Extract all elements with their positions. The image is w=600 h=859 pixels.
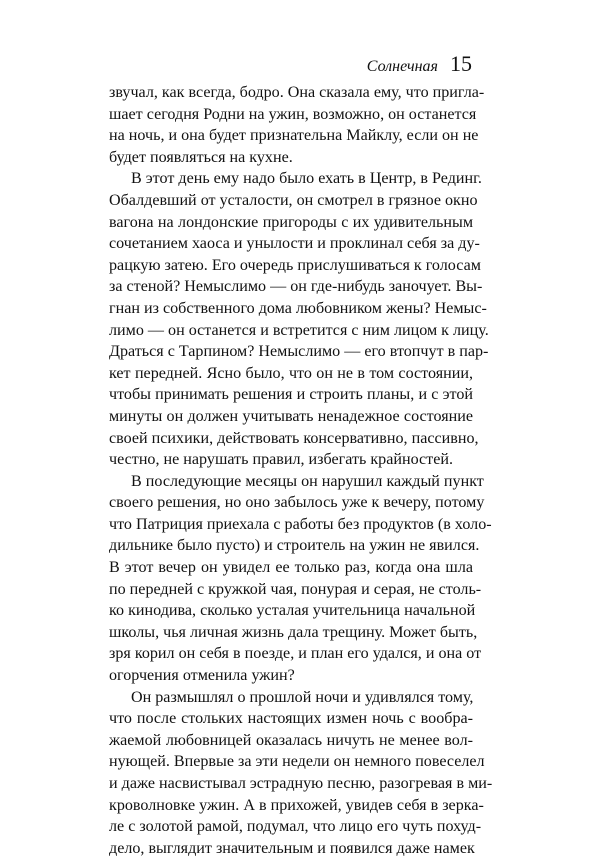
text-line: своей психики, действовать консервативно, пассивно, (109, 429, 479, 447)
text-line: зря корил он себя в поезде, и план его удался, и она от (109, 645, 482, 663)
text-line: Он размышлял о прошлой ночи и удивлялся тому, (131, 688, 474, 706)
text-line: честно, не нарушать правил, избегать крайностей. (109, 451, 453, 469)
text-line: кроволновке ужин. А в прихожей, увидев себя в зерка- (109, 796, 484, 814)
text-line: лимо — он останется и встретится с ним лицом к лицу. (109, 321, 489, 339)
text-line: ко кинодива, сколько усталая учительница начальной (109, 602, 476, 620)
text-line: своего решения, но оно забылось уже к вечеру, потому (109, 494, 485, 512)
text-line: жаемой любовницей оказалась ничуть не менее вол- (109, 731, 473, 749)
text-line: за стеной? Немыслимо — он где-нибудь заночует. Вы- (109, 278, 483, 296)
text-line: что Патриция приехала с работы без продуктов (в холо- (109, 515, 492, 533)
text-line: будет появляться на кухне. (109, 148, 293, 166)
text-line: школы, чья личная жизнь дала трещину. Может быть, (109, 623, 478, 641)
text-line: гнан из собственного дома любовником жены? Немыс- (109, 299, 487, 317)
text-line: дело, выглядит значительным и появился даже намек (109, 839, 475, 857)
text-line: дильнике было пусто) и строитель на ужин не явился. (109, 537, 480, 555)
text-line: звучал, как всегда, бодро. Она сказала ему, что пригла- (109, 84, 485, 101)
paragraph-4 (109, 687, 493, 859)
paragraph-1 (109, 82, 485, 168)
text-line: ле с золотой рамой, подумал, что лицо его чуть похуд- (109, 818, 482, 836)
text-line: огорчения отменила ужин? (109, 667, 295, 685)
running-header (367, 51, 472, 77)
text-line: В последующие месяцы он нарушил каждый пункт (131, 472, 484, 490)
text-line: что после стольких настоящих измен ночь с вообра- (109, 710, 473, 728)
text-line: В этот день ему надо было ехать в Центр, в Рединг. (131, 170, 482, 188)
running-title: Солнечная (366, 58, 438, 75)
text-line: сочетанием хаоса и унылости и проклинал себя за ду- (109, 235, 480, 253)
text-line: нующей. Впервые за эти недели он немного повеселел (109, 753, 485, 771)
text-line: кет передней. Ясно было, что он не в том состоянии, (109, 364, 473, 382)
paragraph-2 (109, 168, 489, 470)
text-line: вагона на лондонские пригороды с их удивительным (109, 213, 473, 231)
text-line: Драться с Тарпином? Немыслимо — его втопчут в пар- (109, 343, 489, 361)
text-line: на ночь, и она будет признательна Майклу, если он не (109, 127, 479, 145)
body-text (109, 82, 493, 859)
text-line: рацкую затею. Его очередь прислушиваться к голосам (109, 256, 481, 274)
text-line: шает сегодня Родни на ужин, возможно, он останется (109, 105, 477, 123)
text-line: В этот вечер он увидел ее только раз, когда она шла (109, 559, 473, 577)
text-line: и даже насвистывал эстрадную песню, разогревая в ми- (109, 775, 493, 792)
text-line: Обалдевший от усталости, он смотрел в грязное окно (109, 191, 478, 209)
paragraph-3 (109, 471, 492, 687)
page-number: 15 (450, 51, 472, 76)
text-line: по передней с кружкой чая, понурая и серая, не столь- (109, 580, 482, 598)
text-line: минуты он должен учитывать ненадежное состояние (109, 407, 473, 425)
text-line: чтобы принимать решения и строить планы, и с этой (109, 386, 473, 404)
